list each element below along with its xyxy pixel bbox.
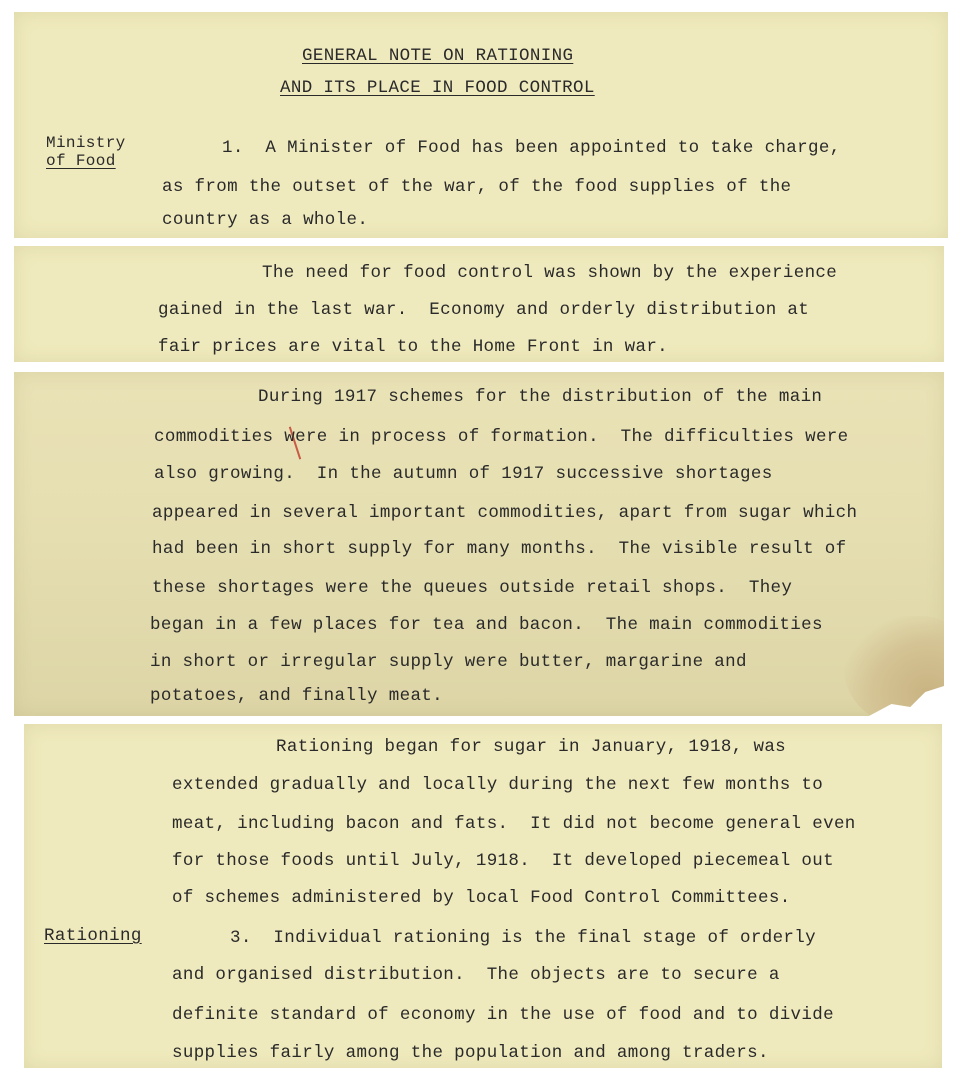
paragraph-line: for those foods until July, 1918. It developed piecemeal out	[172, 851, 834, 871]
document-strip-2	[14, 246, 944, 362]
paragraph-line: commodities were in process of formation. The difficulties were	[154, 427, 849, 447]
paragraph-line: meat, including bacon and fats. It did not become general even	[172, 814, 856, 834]
paragraph-line: gained in the last war. Economy and orderly distribution at	[158, 300, 810, 320]
paragraph-line: in short or irregular supply were butter, margarine and	[150, 652, 747, 672]
title-line-2: AND ITS PLACE IN FOOD CONTROL	[280, 78, 595, 98]
paragraph-line: definite standard of economy in the use of food and to divide	[172, 1005, 834, 1025]
paragraph-line: as from the outset of the war, of the food supplies of the	[162, 177, 792, 197]
paragraph-line: During 1917 schemes for the distribution of the main	[258, 387, 823, 407]
paragraph-line: appeared in several important commodities, apart from sugar which	[152, 503, 858, 523]
paragraph-line: began in a few places for tea and bacon. The main commodities	[150, 615, 823, 635]
paragraph-line: and organised distribution. The objects are to secure a	[172, 965, 780, 985]
paragraph-line: these shortages were the queues outside retail shops. They	[152, 578, 793, 598]
document-strip-3	[14, 372, 944, 716]
paragraph-line: extended gradually and locally during the next few months to	[172, 775, 824, 795]
title-line-1: GENERAL NOTE ON RATIONING	[302, 46, 574, 66]
paragraph-line: Rationing began for sugar in January, 1918, was	[276, 737, 787, 757]
paragraph-line: country as a whole.	[162, 210, 369, 230]
paragraph-line: 1. A Minister of Food has been appointed to take charge,	[222, 138, 841, 158]
document-strip-4	[24, 724, 942, 1068]
document-strip-1	[14, 12, 948, 238]
paragraph-line: had been in short supply for many months. The visible result of	[152, 539, 847, 559]
margin-note-ministry-line2: of Food	[46, 152, 116, 170]
paragraph-line: of schemes administered by local Food Control Committees.	[172, 888, 791, 908]
margin-note-rationing: Rationing	[44, 926, 142, 946]
paragraph-line: also growing. In the autumn of 1917 successive shortages	[154, 464, 773, 484]
margin-note-ministry-line1: Ministry	[46, 134, 126, 152]
paragraph-line: potatoes, and finally meat.	[150, 686, 443, 706]
paragraph-line: 3. Individual rationing is the final stage of orderly	[230, 928, 816, 948]
paragraph-line: The need for food control was shown by the experience	[262, 263, 838, 283]
paragraph-line: supplies fairly among the population and among traders.	[172, 1043, 769, 1063]
paragraph-line: fair prices are vital to the Home Front in war.	[158, 337, 669, 357]
